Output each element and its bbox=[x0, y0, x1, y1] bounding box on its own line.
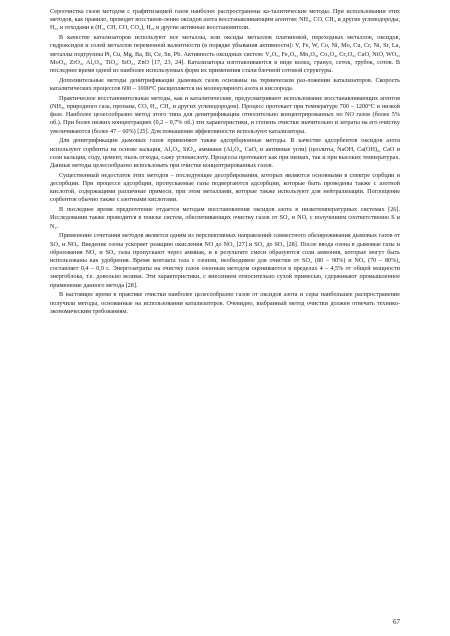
paragraph-6: Существенный недостаток этих методов – последующее десорбирования, которых являются основными в спектре сорбции и десорбции. При процессе адсорбции, пропускаемые газы подвергаются адсорбции, которые быть проведены также с азотной кислотой, содержащими различные примеси, при этом металлами, которые также используют для нейтрализации. Поглощение сорбентов обычно также с азотными кислотами. bbox=[50, 171, 400, 204]
paragraph-4: Практическое восстановительные методы, как и каталитические, предусматривают использование восстанавливающих агентов (NH₃, природного газа, пропана, CO, H₂, CH₄ и других углеводородов). Процесс протекает при температуре 700 – 1200°C и низкой фазе. Наиболее целесообразно метод этого типа для денитрификации относительно концентрированных по NO газов (более 5% об.). При более низких концентрациях (0,2 – 0,7% об.) эти характеристики, и степень очистки значительно и затраты на его очистку увеличиваются (более 47 – 60%) [25]. Для повышения эффективности используют катализаторы. bbox=[50, 94, 400, 135]
paragraph-5: Для денитрификации дымовых газов применяют также адсорбционные методы. В качестве адсорбентов оксидов азота используют сорбенты на основе кальция, Al₂O₃, SiO₂, аммиаки (Al₂O₃, CaO, и активные угли) (цеолиты, NaOH, Ca(OH)₂, CaO и соли кальция, соду, цемент, пыль отходы, сажу углекислоту. Процессы протекают как при низких, так и при высоких температурах. Данные методы целесообразно использовать при очистке концентрированных газов. bbox=[50, 137, 400, 170]
paragraph-7: В последнее время предпочтение отдается методам восстановления оксидов азота в низкотемпературных системах [26]. Исследования также проводятся в поиске систем, обеспечивающих очистку газов от SO₂ и NO, с получением соответственно S и N₂. bbox=[50, 206, 400, 230]
page-number: 67 bbox=[393, 618, 400, 626]
paragraph-3: Дополнительные методы денитрификации дымовых газов основаны на термическом раз-ложении катализаторов. Скорость каталитических процессов 600 – 1000°C расщепляется на молекулярного азота и кислорода. bbox=[50, 76, 400, 93]
paragraph-2: В качестве катализаторов используют все металлы, или оксиды металлов платиновой, переходных металлов, оксидов, гидроксидов и солей металлов переменной валентности (в порядке убывания активности): V, Fe, W, Co, Ni, Mo, Cu, Cr, Ni, Sr, La, металлы подгруппы Pt, Cu, Mg, Ba, Bi, Ce, Sn, Pb. Активность оксидных систем: V₂O₅, Fe₂O₃, Mn₂O₃, Co₃O₄, Cr₂O₃, CuO, NiO, WO₃, MoO₃, ZrO₂, Al₂O₃, TiO₂, SiO₂, ZnO [17, 23, 24]. Катализаторы изготавливаются в виде колец, гранул, сеток, трубок, сотов. В последнее время одной из наиболее используемых форм их применения стали блочной сотовой структуры. bbox=[50, 34, 400, 75]
paragraph-1: Сероочистка газов методом с графитизацией газов наиболее распространены ка-талитические методы. При использовании этих методов, как правило, проводят восстанов-ление оксидов азота восстанавливающим агентом: NH₃, CO, CH₄ и другие углеводороды, H₂, и отходами в (H₂, CH, CO, CO₂), H₂, и другие активные восстановители. bbox=[50, 8, 400, 32]
paragraph-9: В настоящее время в практике очистки наиболее целесообразно газов от оксидов азота и серы наибольшее распространение получили методы, основанные на использовании катализаторов. Очевидно, выбранный метод очистки должен отвечать технико-экономическим требованиям. bbox=[50, 291, 400, 315]
paragraph-8: Применение сочетания методов является одним из перспективных направлений совместного обезвреживания дымовых газов от SO₂ и NOₓ. Введение озона ускоряет реакцию окисления NO до NO₂ [27] и SO₂ до SO₃ [28]. После ввода озона в дымовые газы и образования NO₂ и SO₃ газы пропускают через аммиак, и в результате смеси образуются соли аммония, которые могут быть использованы как удобрения. Время контакта газа с озоном, необходимое для очистки от SO₂ (80 – 90%) и NOₓ (70 – 80%), составляет 0,4 – 0,9 с. Энергозатраты на очистку газов озонным методом оцениваются в пределах 4 – 4,5% от общей мощности энергоблока, т.е. довольно велики. Эти характеристики, с внесением относительно сухой примесью, сдерживают промышленное применение данного метода [28]. bbox=[50, 232, 400, 289]
